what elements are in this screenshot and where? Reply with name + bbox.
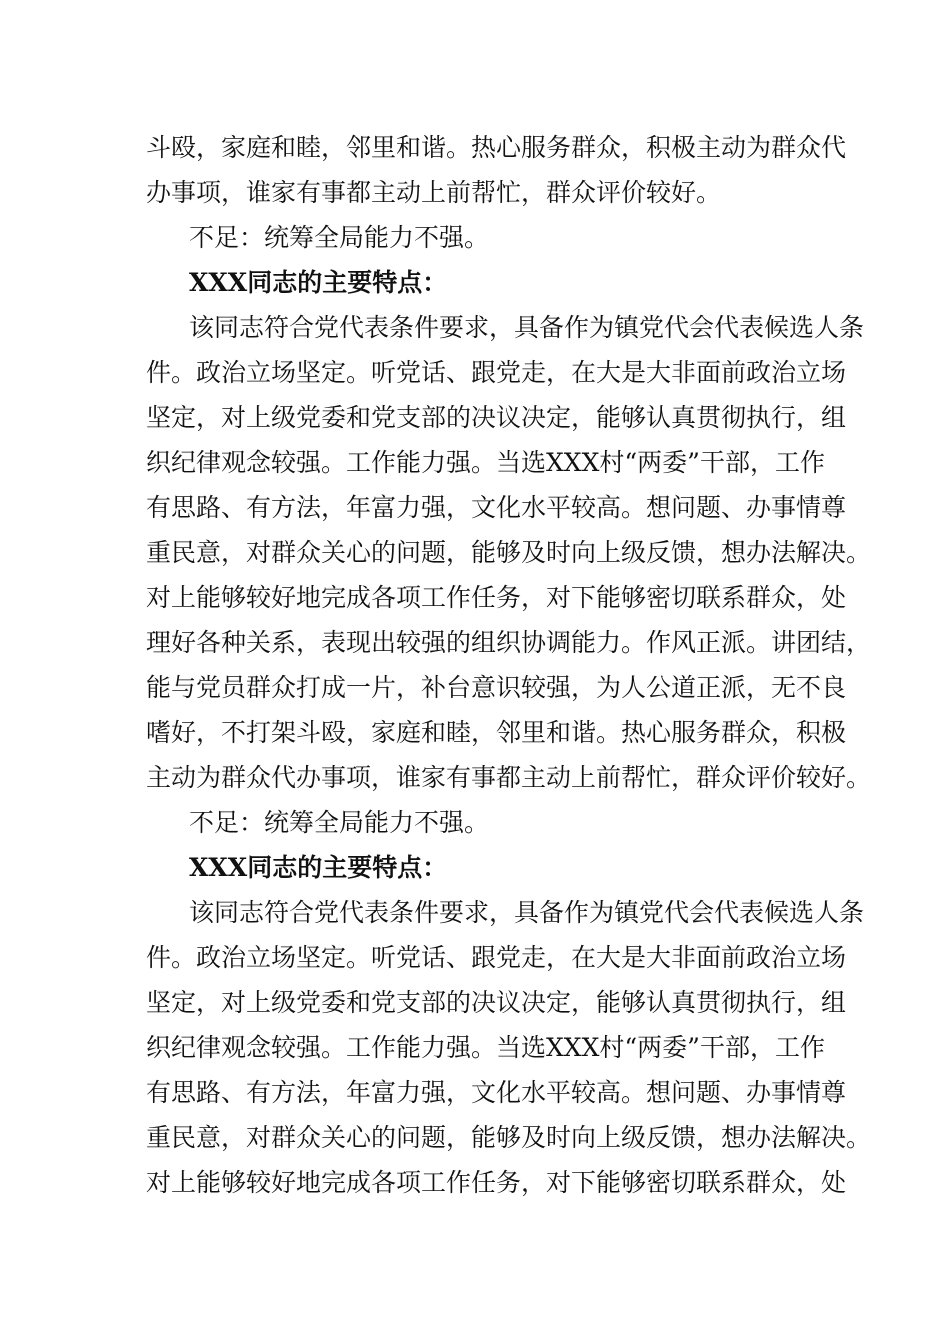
body-text-line: 件。政治立场坚定。听党话、跟党走，在大是大非面前政治立场 xyxy=(146,358,847,387)
body-text-line: 坚定，对上级党委和党支部的决议决定，能够认真贯彻执行，组 xyxy=(146,403,847,432)
shortcoming-line: 不足：统筹全局能力不强。 xyxy=(189,808,490,837)
body-text-line: 斗殴，家庭和睦，邻里和谐。热心服务群众，积极主动为群众代 xyxy=(146,133,847,162)
body-text-line: 办事项，谁家有事都主动上前帮忙，群众评价较好。 xyxy=(146,178,722,207)
body-text-line: 织纪律观念较强。工作能力强。当选XXX村“两委”干部，工作 xyxy=(146,448,825,477)
body-text-line: 有思路、有方法，年富力强，文化水平较高。想问题、办事情尊 xyxy=(146,493,847,522)
body-text-line: 件。政治立场坚定。听党话、跟党走，在大是大非面前政治立场 xyxy=(146,943,847,972)
body-text-line: 对上能够较好地完成各项工作任务，对下能够密切联系群众，处 xyxy=(146,583,847,612)
body-text-line: 重民意，对群众关心的问题，能够及时向上级反馈，想办法解决。 xyxy=(146,538,872,567)
body-text-line: 有思路、有方法，年富力强，文化水平较高。想问题、办事情尊 xyxy=(146,1078,847,1107)
body-text-line: 坚定，对上级党委和党支部的决议决定，能够认真贯彻执行，组 xyxy=(146,988,847,1017)
body-text-line: 主动为群众代办事项，谁家有事都主动上前帮忙，群众评价较好。 xyxy=(146,763,872,792)
body-text-line: 该同志符合党代表条件要求，具备作为镇党代会代表候选人条 xyxy=(189,313,865,342)
body-text-line: 能与党员群众打成一片，补台意识较强，为人公道正派，无不良 xyxy=(146,673,847,702)
shortcoming-line: 不足：统筹全局能力不强。 xyxy=(189,223,490,252)
body-text-line: 嗜好，不打架斗殴，家庭和睦，邻里和谐。热心服务群众，积极 xyxy=(146,718,847,747)
body-text-line: 对上能够较好地完成各项工作任务，对下能够密切联系群众，处 xyxy=(146,1168,847,1197)
body-text-line: 织纪律观念较强。工作能力强。当选XXX村“两委”干部，工作 xyxy=(146,1033,825,1062)
body-text-line: 理好各种关系，表现出较强的组织协调能力。作风正派。讲团结， xyxy=(146,628,872,657)
section-heading: XXX同志的主要特点： xyxy=(189,268,448,297)
section-heading: XXX同志的主要特点： xyxy=(189,853,448,882)
body-text-line: 该同志符合党代表条件要求，具备作为镇党代会代表候选人条 xyxy=(189,898,865,927)
body-text-line: 重民意，对群众关心的问题，能够及时向上级反馈，想办法解决。 xyxy=(146,1123,872,1152)
